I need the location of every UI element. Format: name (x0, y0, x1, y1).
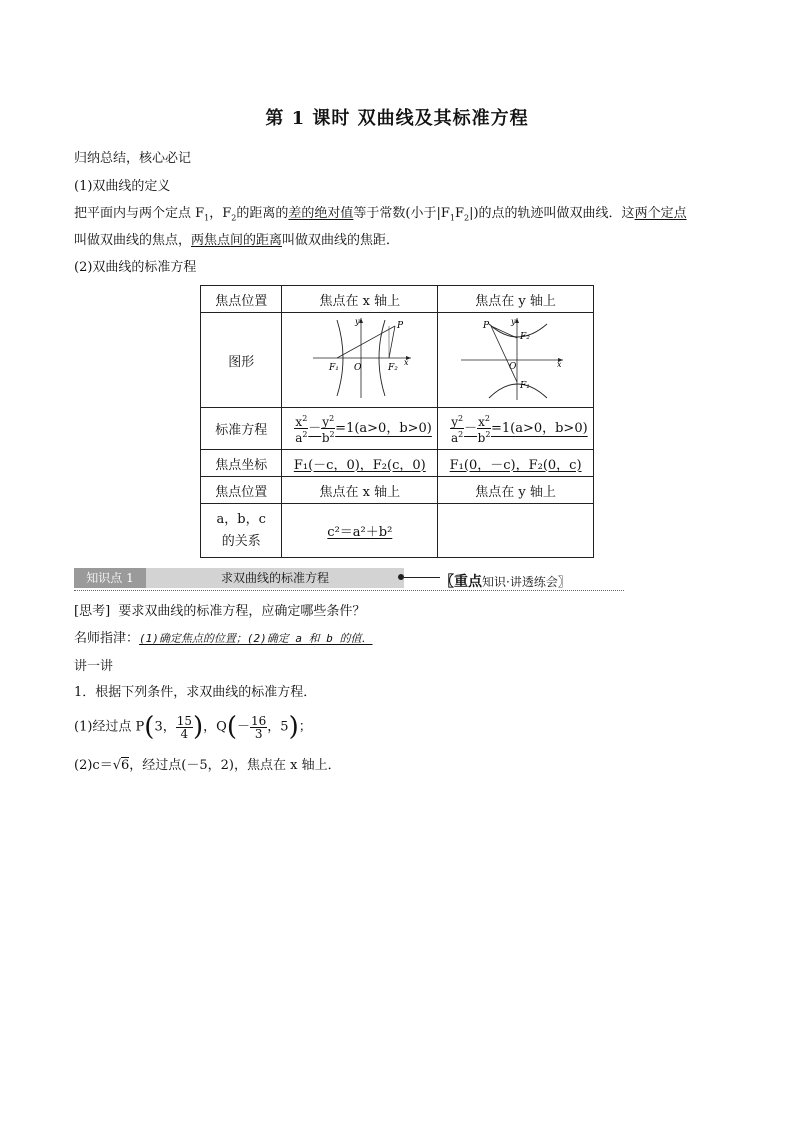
knowledge-point-title: 求双曲线的标准方程 (220, 571, 329, 585)
cell-position-label-2: 焦点位置 (201, 477, 282, 504)
cell-coord-x: F₁(－c，0)，F₂(c，0) (282, 450, 438, 477)
hyperbola-x-figure (285, 314, 435, 402)
dotted-divider (74, 590, 624, 591)
definition-line-2: 叫做双曲线的焦点，两焦点间的距离叫做双曲线的焦距． (74, 233, 400, 248)
knowledge-point-tag: 知识点 1 (74, 568, 146, 588)
cell-relation-x: c²＝a²＋b² (282, 504, 438, 558)
problem-part-1: (1)经过点 P(3， $\frac{15}{4}$ )，Q(－ $\frac{16}{3}$ ，5)； (74, 712, 312, 742)
cell-coord-label: 焦点坐标 (201, 450, 282, 477)
cell-equation-label: 标准方程 (201, 408, 282, 450)
cell-header-y: 焦点在 y 轴上 (438, 286, 594, 313)
hyperbola-y-figure (441, 314, 591, 402)
page-title: 第 1 课时 双曲线及其标准方程 (265, 108, 529, 129)
cell-figure-label: 图形 (201, 313, 282, 408)
label-x-y: x (556, 360, 562, 369)
cell-x-2: 焦点在 x 轴上 (282, 477, 438, 504)
label-y: y (354, 317, 360, 326)
problem-stem: 1．根据下列条件，求双曲线的标准方程． (74, 685, 317, 700)
cell-relation-y (438, 504, 594, 558)
cell-relation-label: a，b，c 的关系 (201, 504, 282, 558)
guide-line: 名师指津：(1)确定焦点的位置；(2)确定 a 和 b 的值． (74, 631, 373, 646)
label-x: x (403, 358, 409, 367)
label-f1: F₁ (328, 363, 339, 373)
label-p: P (396, 321, 403, 331)
label-f2-y: F₂ (519, 332, 530, 342)
standard-equation-heading: (2)双曲线的标准方程 (74, 260, 197, 275)
cell-figure-y (438, 313, 594, 408)
label-p-y: P (482, 321, 489, 331)
standard-equation-table (200, 285, 594, 558)
think-line: [思考] 要求双曲线的标准方程，应确定哪些条件？ (74, 604, 366, 619)
summary-heading: 归纳总结，核心必记 (74, 151, 192, 166)
label-o-y: O (508, 362, 516, 372)
label-o: O (353, 363, 362, 373)
cell-header-x: 焦点在 x 轴上 (282, 286, 438, 313)
cell-equation-y: $\frac{y^2}{a^2}$ － $\frac{x^2}{b^2}$ =1(a>0，b>0) (438, 408, 594, 450)
key-point-label: 〖重点知识·讲透练会〗 (440, 574, 570, 590)
cell-figure-x (282, 313, 438, 408)
definition-heading: (1)双曲线的定义 (74, 179, 171, 194)
label-y-y: y (510, 317, 516, 326)
cell-coord-y: F₁(0，－c)，F₂(0，c) (438, 450, 594, 477)
problem-part-2: (2)c＝√6，经过点(－5，2)，焦点在 x 轴上． (74, 758, 341, 773)
cell-y-2: 焦点在 y 轴上 (438, 477, 594, 504)
cell-equation-x: $\frac{x^2}{a^2}$ － $\frac{y^2}{b^2}$ =1(a>0，b>0) (282, 408, 438, 450)
label-f2: F₂ (387, 363, 398, 373)
definition-line-1: 把平面内与两个定点 $F_1$，$F_2$的距离的差的绝对值等于常数(小于$|F_1F_2|$)的点的轨迹叫做双曲线．这两个定点 (74, 206, 687, 223)
banner-connector (404, 577, 440, 578)
label-f1-y: F₁ (519, 381, 530, 391)
cell-header-position: 焦点位置 (201, 286, 282, 313)
lecture-heading: 讲一讲 (74, 659, 114, 674)
